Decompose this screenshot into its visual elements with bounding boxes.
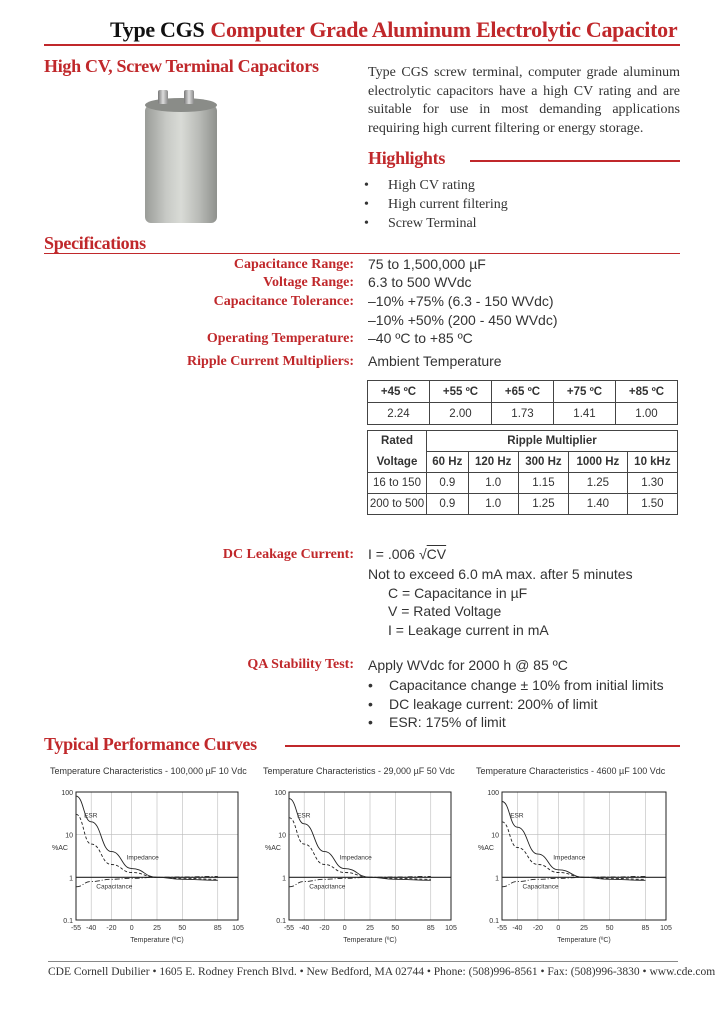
y-tick-label: 10 [278,832,286,840]
y-tick-label: 0.1 [489,918,499,925]
x-tick-label: 25 [153,925,161,932]
x-tick-label: 85 [213,925,222,932]
x-tick-label: 105 [445,925,457,932]
ripple-current-value: Ambient Temperature [368,353,502,369]
x-tick-label: 25 [580,925,588,932]
table-header: 60 Hz [427,452,469,473]
table-header: 300 Hz [518,452,568,473]
qa-line1: Apply WVdc for 2000 h @ 85 ºC [368,657,568,673]
capacitance-range-value: 75 to 1,500,000 µF [368,256,486,272]
series-label: Capacitance [309,883,346,891]
table-cell: 200 to 500 [368,494,427,515]
table-cell: 1.73 [492,403,554,425]
capacitance-range-label: Capacitance Range: [233,257,354,272]
x-axis-label: Temperature (ºC) [130,937,184,944]
highlights-list [364,176,508,233]
page-title [110,17,677,43]
dc-leakage-label: DC Leakage Current: [222,547,354,562]
series-label: ESR [297,812,311,820]
x-tick-label: 0 [342,925,347,932]
x-tick-label: 105 [660,925,672,932]
table-cell: 1.15 [518,473,568,494]
x-tick-label: 50 [605,925,614,932]
curves-rule [285,745,680,747]
series-line-impedance [289,818,431,880]
x-tick-label: -40 [86,925,97,932]
operating-temperature-label: Operating Temperature: [206,331,354,346]
footer: CDE Cornell Dubilier • 1605 E. Rodney French Blvd. • New Bedford, MA 02744 • Phone: (508)996-8561 • Fax: (508)996-3830 • www.cde.com [48,966,716,978]
series-label: Impedance [553,854,586,862]
series-line-esr [76,796,218,880]
voltage-range-label: Voltage Range: [263,275,354,290]
ambient-temperature-table [367,380,678,425]
list-item: • High current filtering [364,195,508,214]
chart-title: Temperature Characteristics - 29,000 µF 50 Vdc [263,766,455,776]
y-tick-label: 100 [61,790,73,797]
voltage-range-value: 6.3 to 500 WVdc [368,274,472,290]
dc-leakage-formula: I = .006 √CV [368,546,447,562]
x-tick-label: 105 [232,925,244,932]
dc-leakage-line2: Not to exceed 6.0 mA max. after 5 minutes [368,566,633,582]
table-cell: 1.25 [518,494,568,515]
y-axis-label: %AC [52,845,68,852]
x-tick-label: -55 [70,925,82,932]
x-tick-label: -40 [299,925,310,932]
table-header: 120 Hz [468,452,518,473]
capacitance-tolerance-value2: –10% +50% (200 - 450 WVdc) [368,312,558,328]
table-cell: 16 to 150 [368,473,427,494]
capacitance-tolerance-value1: –10% +75% (6.3 - 150 WVdc) [368,293,554,309]
series-line-esr [289,799,431,881]
footer-rule [48,961,678,962]
x-tick-label: 50 [178,925,187,932]
y-tick-label: 10 [491,832,499,840]
table-cell: 2.24 [368,403,430,425]
table-cell: 1.41 [554,403,616,425]
y-tick-label: 0.1 [276,918,286,925]
series-label: ESR [510,812,524,820]
table-header: +75 ºC [554,381,616,403]
chart-1 [40,778,250,950]
table-cell: 1.00 [616,403,678,425]
list-item: • High CV rating [364,176,508,195]
list-item: • ESR: 175% of limit [368,714,506,730]
y-axis-label: %AC [265,845,281,852]
curves-title: Typical Performance Curves [44,734,257,754]
y-tick-label: 1 [495,875,499,883]
series-label: Capacitance [96,883,133,891]
capacitance-tolerance-label: Capacitance Tolerance: [213,294,354,309]
x-tick-label: 85 [426,925,435,932]
y-tick-label: 10 [65,832,73,840]
table-header: Rated [368,431,427,452]
intro-paragraph: Type CGS screw terminal, computer grade aluminum electrolytic capacitors have a high CV rating and are suitable for use in most demanding applications requiring high current filtering or energy storage. [368,65,680,136]
list-item: • Capacitance change ± 10% from initial limits [368,677,664,693]
y-tick-label: 0.1 [63,918,73,925]
x-axis-label: Temperature (ºC) [557,937,611,944]
series-line-impedance [76,814,218,879]
specifications-title: Specifications [44,233,146,253]
table-cell: 0.9 [427,494,469,515]
y-tick-label: 100 [274,790,286,797]
series-line-impedance [502,822,646,880]
x-tick-label: 0 [556,925,561,932]
list-item: • DC leakage current: 200% of limit [368,695,598,712]
table-cell: 1.0 [468,494,518,515]
table-header: +55 ºC [430,381,492,403]
series-label: Impedance [339,854,372,862]
chart-title: Temperature Characteristics - 4600 µF 100 Vdc [476,766,666,776]
y-tick-label: 1 [69,875,73,883]
table-header: Voltage [368,452,427,473]
table-cell: 2.00 [430,403,492,425]
table-header: +45 ºC [368,381,430,403]
table-header: 10 kHz [627,452,677,473]
spec-rule [44,253,680,254]
type-label: Type CGS [110,17,205,42]
y-tick-label: 1 [282,875,286,883]
table-cell: 0.9 [427,473,469,494]
table-header: +85 ºC [616,381,678,403]
operating-temperature-value: –40 ºC to +85 ºC [368,330,473,346]
x-tick-label: 0 [129,925,134,932]
table-cell: 1.50 [627,494,677,515]
x-tick-label: -20 [319,925,330,932]
title-text: Computer Grade Aluminum Electrolytic Capacitor [210,17,678,42]
table-cell: 1.40 [569,494,628,515]
x-tick-label: -20 [532,925,543,932]
dc-leakage-def-v: V = Rated Voltage [388,603,502,619]
table-cell: 1.30 [627,473,677,494]
dc-leakage-def-i: I = Leakage current in mA [388,622,549,638]
table-cell: 1.25 [569,473,628,494]
chart-3 [466,778,678,950]
y-axis-label: %AC [478,845,494,852]
highlights-title: Highlights [368,148,446,168]
x-tick-label: 85 [641,925,650,932]
x-tick-label: 25 [366,925,374,932]
chart-title: Temperature Characteristics - 100,000 µF 10 Vdc [50,766,247,776]
x-tick-label: 50 [391,925,400,932]
x-tick-label: -55 [496,925,508,932]
x-tick-label: -20 [106,925,117,932]
chart-2 [253,778,463,950]
highlights-rule [470,160,680,162]
table-header: 1000 Hz [569,452,628,473]
list-item: • Screw Terminal [364,214,508,233]
y-tick-label: 100 [487,790,499,797]
x-axis-label: Temperature (ºC) [343,937,397,944]
series-label: Impedance [126,854,159,862]
table-header: +65 ºC [492,381,554,403]
series-label: Capacitance [522,883,559,891]
dc-leakage-def-c: C = Capacitance in µF [388,585,528,601]
table-header: Ripple Multiplier [427,431,678,452]
subtitle: High CV, Screw Terminal Capacitors [44,56,319,76]
ripple-current-label: Ripple Current Multipliers: [187,354,354,369]
x-tick-label: -40 [512,925,523,932]
ripple-multiplier-table [367,430,678,515]
x-tick-label: -55 [283,925,295,932]
header-rule [44,44,680,46]
table-cell: 1.0 [468,473,518,494]
qa-label: QA Stability Test: [247,657,354,672]
series-label: ESR [84,812,98,820]
qa-items [368,676,664,732]
